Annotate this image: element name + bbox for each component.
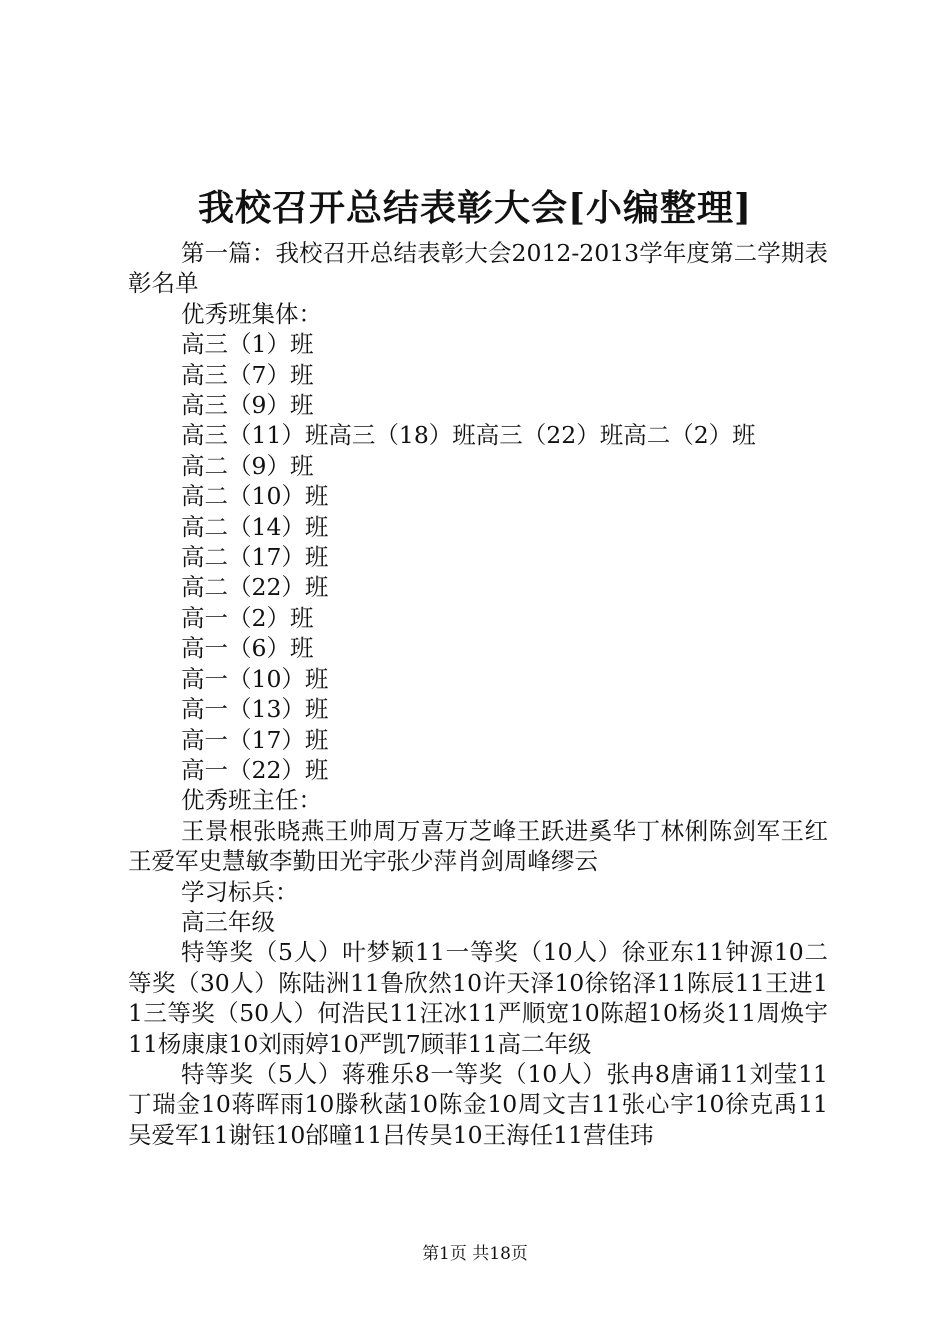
class-item: 高一（17）班 [181,725,329,754]
class-item: 高三（1）班 [181,330,314,359]
class-item: 高一（13）班 [181,695,329,724]
class-item: 高二（10）班 [181,482,329,511]
teacher-names-paragraph: 王景根张晓燕王帅周万喜万芝峰王跃进奚华丁林俐陈剑军王红王爱军史慧敏李勤田光宇张少萍肖剑周峰缪云 [128,816,828,876]
class-item: 高三（9）班 [181,391,314,420]
class-item: 高一（6）班 [181,634,314,663]
class-item: 高二（17）班 [181,543,329,572]
class-item: 高三（11）班高三（18）班高三（22）班高二（2）班 [181,421,756,450]
section-heading-students: 学习标兵： [181,877,299,906]
intro-paragraph: 第一篇：我校召开总结表彰大会2012-2013学年度第二学期表彰名单 [128,239,828,298]
document-title: 我校召开总结表彰大会[小编整理] [197,187,753,229]
section-heading-teachers: 优秀班主任： [181,786,322,815]
class-item: 高一（2）班 [181,603,314,632]
document-body [128,238,828,1150]
page-footer: 第1页 共18页 [422,1244,528,1264]
class-item: 高二（9）班 [181,451,314,480]
award-paragraph: 特等奖（5人）蒋雅乐8一等奖（10人）张冉8唐诵11刘莹11丁瑞金10蒋晖雨10滕秋菡10陈金10周文吉11张心宇10徐克禹11吴爱军11谢钰10邰曈11吕传昊10王海任11营佳玮 [128,1059,828,1149]
class-item: 高三（7）班 [181,360,314,389]
class-item: 高一（10）班 [181,664,329,693]
award-paragraph: 特等奖（5人）叶梦颖11一等奖（10人）徐亚东11钟源10二等奖（30人）陈陆洲11鲁欣然10许天泽10徐铭泽11陈辰11王进11三等奖（50人）何浩民11汪冰11严顺宽10陈超10杨炎11周焕宇11杨康康10刘雨婷10严凯7顾菲11高二年级 [128,938,828,1058]
section-heading-classes: 优秀班集体： [181,299,322,328]
class-item: 高二（14）班 [181,512,329,541]
class-item: 高一（22）班 [181,755,329,784]
class-item: 高二（22）班 [181,573,329,602]
grade-heading: 高三年级 [181,907,275,936]
